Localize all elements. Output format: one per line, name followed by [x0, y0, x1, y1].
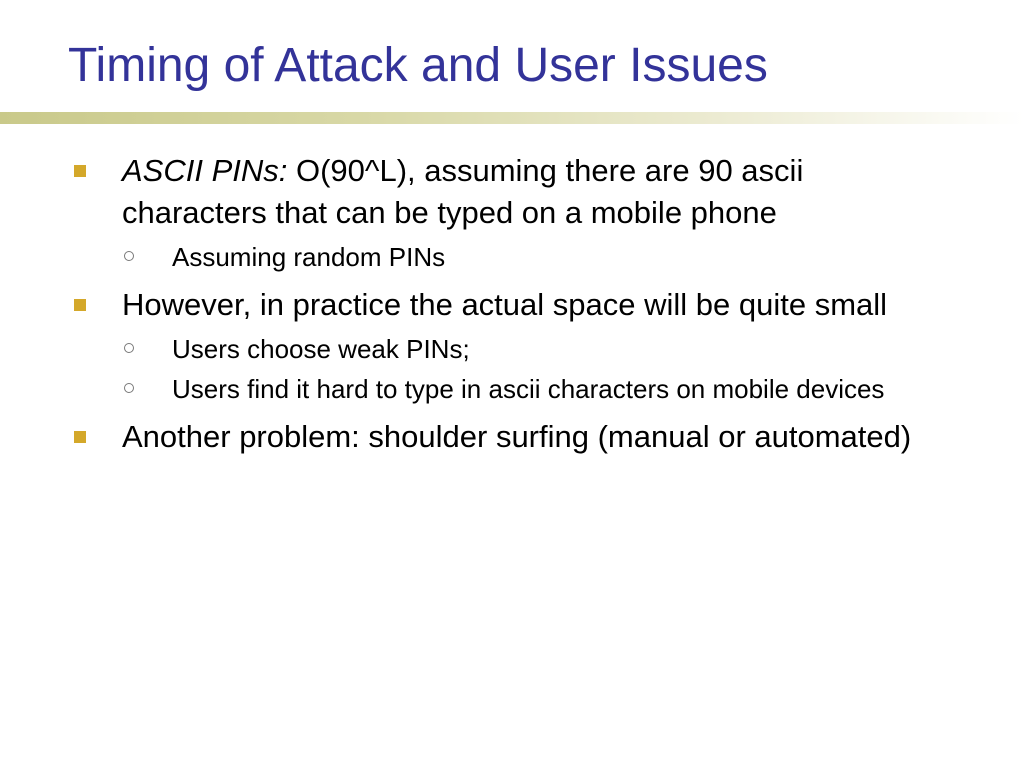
slide-title: Timing of Attack and User Issues [68, 39, 768, 92]
bullet-text: Another problem: shoulder surfing (manual or automated) [122, 419, 912, 454]
square-bullet-icon [74, 431, 86, 443]
bullet-item-shoulder-surfing [0, 416, 1024, 458]
sub-bullet-item-random-pins [0, 240, 1024, 274]
hollow-circle-bullet-icon [124, 383, 134, 393]
sub-bullet-item-hard-to-type [0, 372, 1024, 406]
title-underline-rule [0, 112, 1024, 124]
bullet-text: However, in practice the actual space will be quite small [122, 287, 888, 322]
sub-bullet-text: Users choose weak PINs; [172, 334, 470, 364]
slide-content [0, 150, 1024, 458]
sub-bullet-text: Assuming random PINs [172, 242, 446, 272]
square-bullet-icon [74, 165, 86, 177]
bullet-lead: ASCII PINs: [122, 153, 288, 188]
bullet-item-ascii-pins [0, 150, 1024, 234]
hollow-circle-bullet-icon [124, 343, 134, 353]
hollow-circle-bullet-icon [124, 251, 134, 261]
bullet-text: O(90^L), assuming there are 90 ascii characters that can be typed on a mobile phone [122, 153, 804, 230]
sub-bullet-item-weak-pins [0, 332, 1024, 366]
sub-bullet-text: Users find it hard to type in ascii characters on mobile devices [172, 374, 885, 404]
square-bullet-icon [74, 299, 86, 311]
bullet-item-practice-space [0, 284, 1024, 326]
